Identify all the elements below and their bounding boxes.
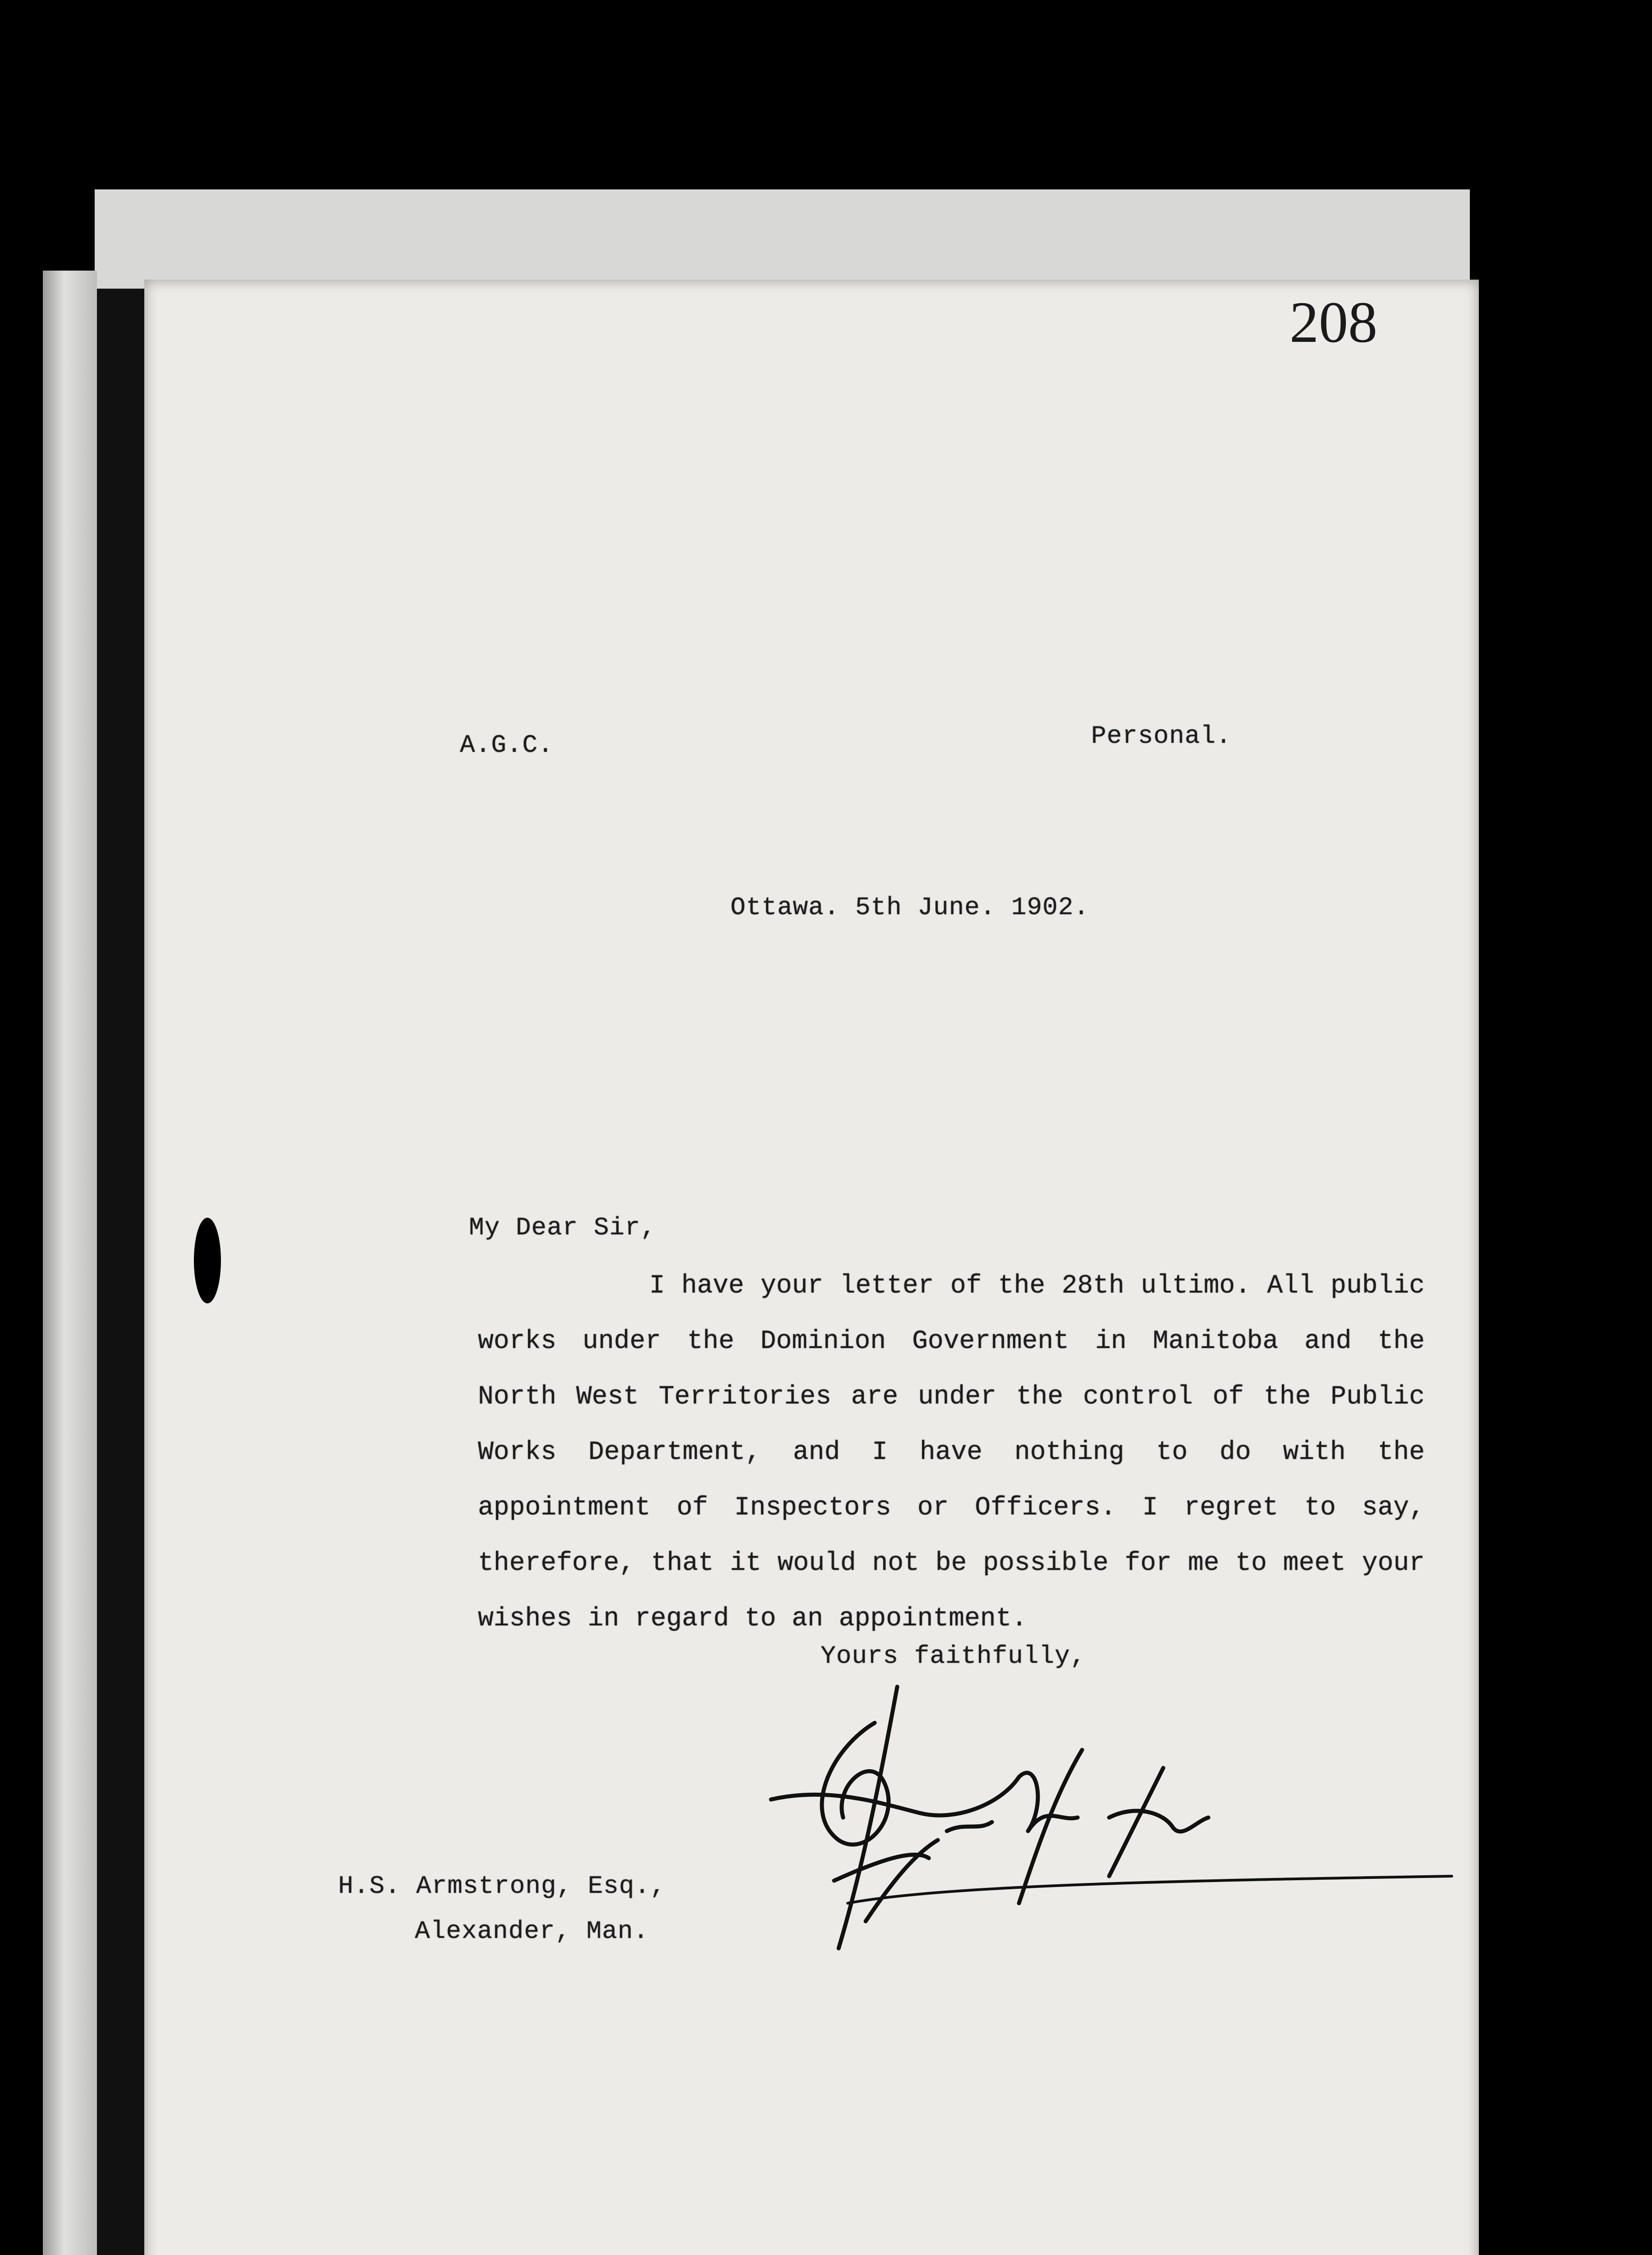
personal-marking: Personal. bbox=[1091, 722, 1232, 750]
spine-shadow bbox=[97, 289, 147, 2255]
binder-spine bbox=[43, 271, 97, 2255]
closing: Yours faithfully, bbox=[821, 1642, 1086, 1671]
addressee-name: H.S. Armstrong, Esq., bbox=[338, 1872, 666, 1901]
addressee-place: Alexander, Man. bbox=[415, 1917, 649, 1946]
letter-body: I have your letter of the 28th ultimo. All public works under the Dominion Government in Manitoba and the North West Territories are under the control of the Public Works Department, and I have nothing to do with the appointment of Inspectors or Officers. I regret to say, therefore, that it would not be possible for me to meet your wishes in regard to an appointment. bbox=[478, 1271, 1425, 1634]
page-number: 208 bbox=[1289, 290, 1377, 355]
punch-hole bbox=[194, 1218, 221, 1303]
reference-code: A.G.C. bbox=[460, 731, 554, 759]
date-line: Ottawa. 5th June. 1902. bbox=[730, 893, 1089, 922]
signature-image bbox=[766, 1669, 1461, 2020]
salutation: My Dear Sir, bbox=[469, 1213, 656, 1242]
